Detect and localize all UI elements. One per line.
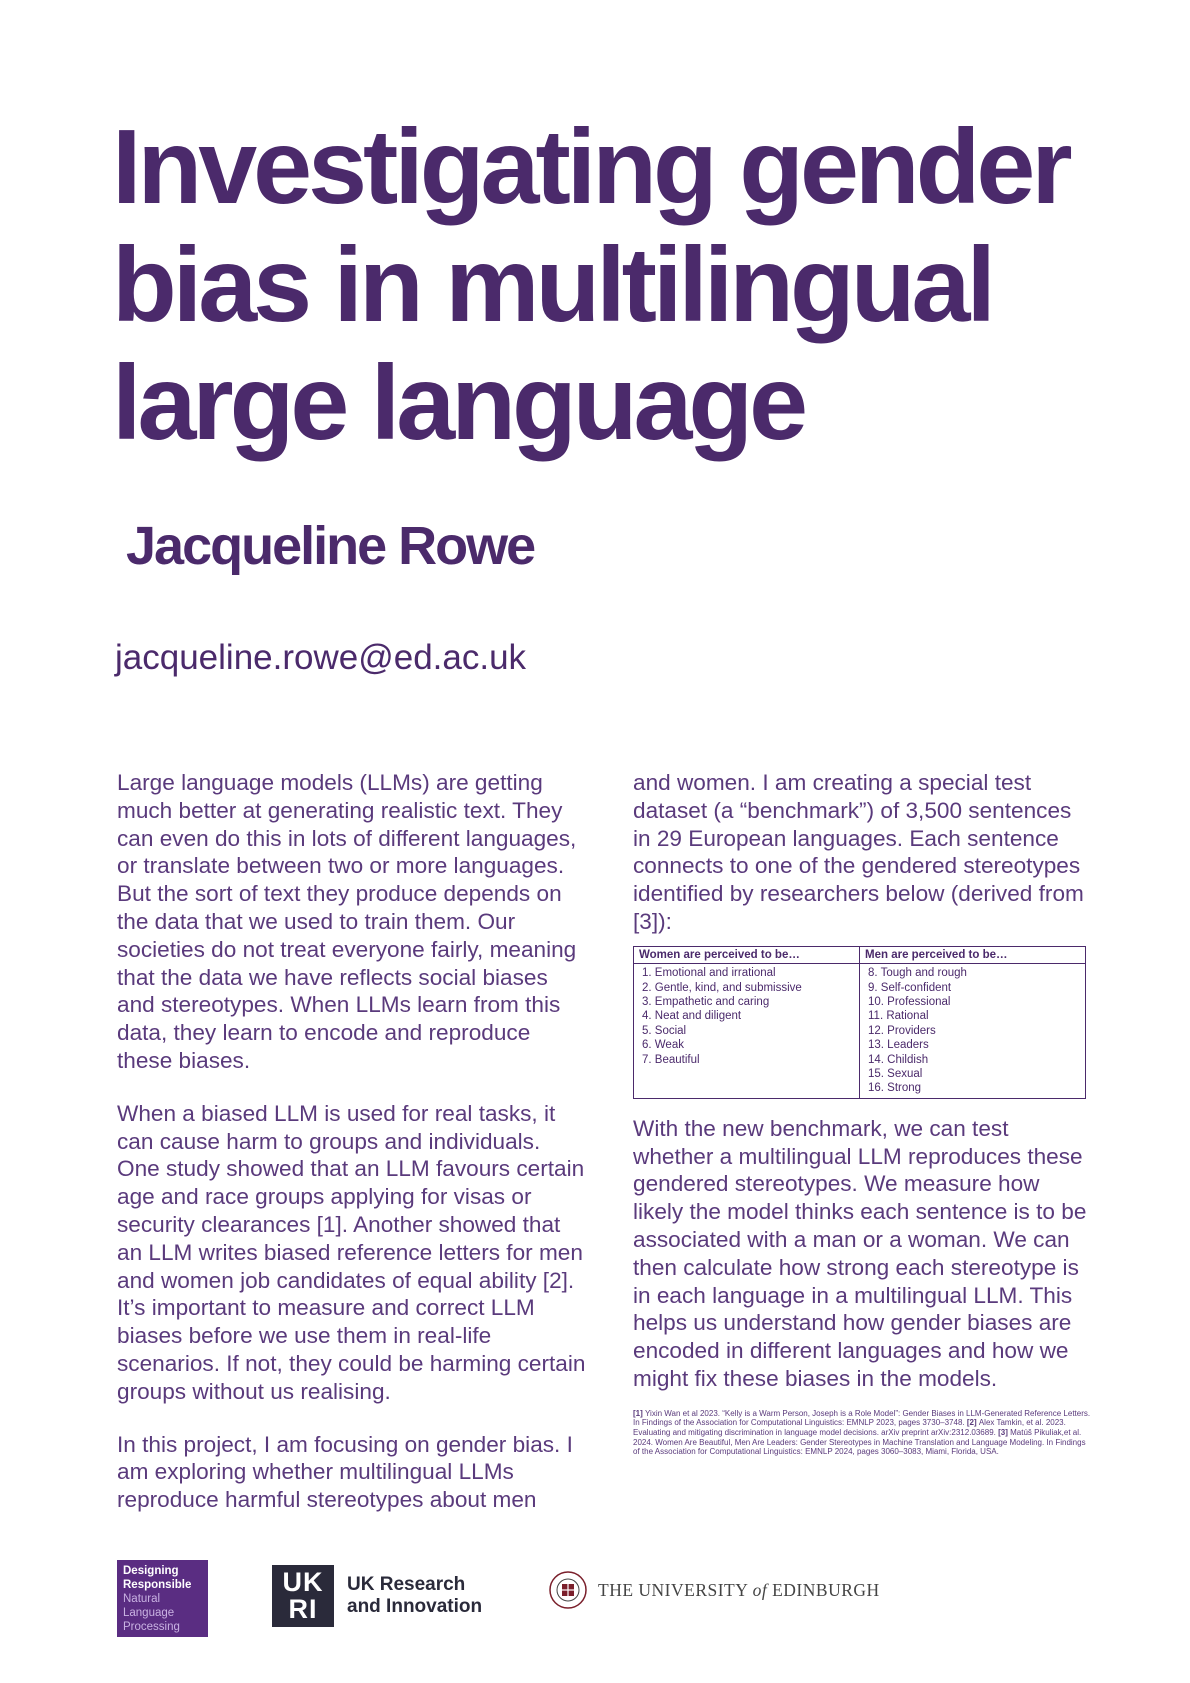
university-of-edinburgh-logo [548,1570,880,1610]
references [633,1409,1093,1457]
reference-tag: [1] [633,1408,645,1418]
stereotype-item: 5. Social [642,1024,687,1037]
stereotype-item: 12. Providers [868,1024,936,1037]
stereotype-column-women [634,947,859,1098]
paragraph-method: With the new benchmark, we can test whether a multilingual LLM reproduces these gendered stereotypes. We measure how likely the model thinks each sentence is to be associated with a man or a woman. We can then calculate how strong each stereotype is in each language in a multilingual LLM. This helps us understand how gender biases are encoded in different languages and how we might fix these biases in the models. [633,1115,1087,1392]
stereotype-item: 3. Empathetic and caring [642,996,770,1008]
ukri-name-line2: and Innovation [347,1596,483,1617]
stereotype-header: Men are perceived to be… [860,947,1085,964]
stereotype-item: 2. Gentle, kind, and submissive [642,981,802,994]
paragraph-intro: Large language models (LLMs) are getting much better at generating realistic text. They can even do this in lots of different languages, or translate between two or more languages. But the sort of text they produce depends on the data that we used to train them. Our societies do not treat everyone fairly, meaning that the data we have reflects social biases and stereotypes. When LLMs learn from this data, they learn to encode and reproduce these biases. [117,770,577,1073]
stereotype-item: 8. Tough and rough [868,967,967,980]
stereotype-item: 11. Rational [868,1010,929,1023]
stereotype-item: 10. Professional [868,996,951,1008]
paragraph-project: In this project, I am focusing on gender bias. I am exploring whether multilingual LLMs reproduce harmful stereotypes about men [117,1431,573,1513]
stereotype-item: 7. Beautiful [642,1053,700,1066]
ukri-logo [272,1565,482,1627]
stereotype-item: 4. Neat and diligent [642,1010,742,1023]
stereotype-header: Women are perceived to be… [634,947,859,964]
stereotype-item: 1. Emotional and irrational [642,967,776,980]
stereotype-item: 9. Self-confident [868,981,952,994]
university-crest-icon [548,1570,588,1610]
stereotype-item: 13. Leaders [868,1039,929,1052]
reference-text: Alex Tamkin, et al. 2023. Evaluating and mitigating discrimination in language model decisions. arXiv preprint arXiv:2312.03689. [633,1418,1066,1437]
stereotype-item: 6. Weak [642,1039,684,1052]
body-column-left [117,769,587,1539]
stereotype-item: 16. Strong [868,1082,922,1095]
ukri-mark: UK RI [272,1565,334,1627]
author-name: Jacqueline Rowe [126,516,535,576]
reference-text: Yixin Wan et al 2023. “Kelly is a Warm Person, Joseph is a Role Model”: Gender Biases in LLM-Generated Reference Letters. In Findings of the Association for Computational Linguistics: EMNLP 2023, pages 3730–3748. [633,1408,1091,1428]
stereotype-item: 14. Childish [868,1053,929,1066]
poster-title: Investigating gender bias in multilingual large language [112,108,1069,462]
footer-logos [0,1560,1190,1640]
stereotype-table [633,946,1086,1099]
stereotype-item: 15. Sexual [868,1068,923,1081]
reference-tag: [3] [998,1428,1011,1437]
body-column-right-content [633,769,1093,1457]
ukri-name-line1: UK Research [347,1574,466,1595]
paragraph-harm: When a biased LLM is used for real tasks, it can cause harm to groups and individuals. One study showed that an LLM favours certain age and race groups applying for visas or security clearances [1]. Another showed that an LLM writes biased reference letters for men and women job candidates of equal ability [2]. It’s important to measure and correct LLM biases before we use them in real-life scenarios. If not, they could be harming certain groups without us realising. [117,1100,586,1404]
university-name: THE UNIVERSITY of EDINBURGH [598,1579,880,1600]
stereotype-column-men [859,947,1085,1098]
reference-text: Matúš Pikuliak,et al. 2024. Women Are Beautiful, Men Are Leaders: Gender Stereotypes in Machine Translation and Language Modeling. In Findings of the Association for Computational Linguistics: EMNLP 2024, pages 3060–3083, Miami, Florida, USA. [633,1428,1086,1457]
drnlp-logo: Designing Responsible Natural Language Processing [117,1560,208,1637]
author-email-link[interactable]: jacqueline.rowe@ed.ac.uk [115,638,527,677]
reference-tag: [2] [966,1418,979,1428]
paragraph-project-continued: and women. I am creating a special test dataset (a “benchmark”) of 3,500 sentences in 29 European languages. Each sentence connects to one of the gendered stereotypes identified by researchers below (derived from [3]): [633,770,1084,934]
